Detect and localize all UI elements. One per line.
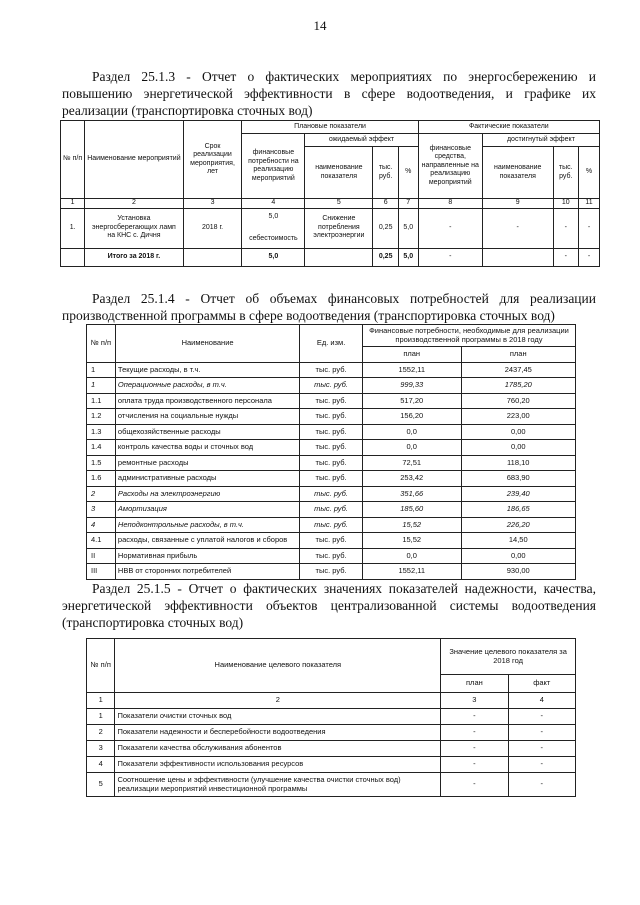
cell-unit: тыс. руб. — [300, 409, 363, 425]
header-unit: Ед. изм. — [300, 325, 363, 363]
cell-fact: 226,20 — [461, 517, 576, 533]
cell-fact: 0,00 — [461, 440, 576, 456]
table-row — [87, 725, 576, 741]
cell-fact: 223,00 — [461, 409, 576, 425]
table-row — [87, 362, 576, 378]
cell-plan: - — [441, 757, 508, 773]
cell-fact: 2437,45 — [461, 362, 576, 378]
table-row — [87, 440, 576, 456]
cell-fact: - — [508, 741, 575, 757]
cell-name: контроль качества воды и сточных вод — [115, 440, 299, 456]
cell-unit: тыс. руб. — [300, 393, 363, 409]
section-3-title: Раздел 25.1.5 - Отчет о фактических значениях показателей надежности, качества, энергетической эффективности объектов централизованной системы водоотведения (транспортировка сточных вод) — [62, 581, 596, 630]
cell-unit: тыс. руб. — [300, 362, 363, 378]
col-number: 6 — [373, 199, 398, 209]
cell-no: 3 — [87, 502, 116, 518]
header-name: Наименование — [115, 325, 299, 363]
header-fin-needs: финансовые потребности на реализацию мероприятий — [242, 134, 305, 199]
row-fin-value: 5,0 — [268, 212, 279, 220]
cell-fact: 118,10 — [461, 455, 576, 471]
col-number: 1 — [87, 693, 115, 709]
col-number: 3 — [441, 693, 508, 709]
cell-plan: 1552,11 — [362, 362, 461, 378]
total-c10: - — [553, 248, 578, 266]
cell-unit: тыс. руб. — [300, 517, 363, 533]
header-plan: план — [362, 347, 461, 363]
cell-fact: - — [508, 709, 575, 725]
header-term: Срок реализации мероприятия, лет — [183, 121, 242, 199]
col-number: 1 — [61, 199, 85, 209]
indicators-table — [86, 638, 576, 797]
header-no: № п/п — [87, 639, 115, 693]
cell-name: Нормативная прибыль — [115, 548, 299, 564]
row-term: 2018 г. — [183, 208, 242, 248]
header-plan: план — [441, 675, 508, 693]
cell-fact: 930,00 — [461, 564, 576, 580]
cell-fact: 1785,20 — [461, 378, 576, 394]
row-c11: - — [578, 208, 599, 248]
header-no: № п/п — [61, 121, 85, 199]
header-fact: факт — [508, 675, 575, 693]
col-number: 4 — [242, 199, 305, 209]
cell-plan: 156,20 — [362, 409, 461, 425]
cell-name: оплата труда производственного персонала — [115, 393, 299, 409]
measures-table — [60, 120, 600, 267]
table-row — [87, 773, 576, 797]
cell-name: Текущие расходы, в т.ч. — [115, 362, 299, 378]
cell-unit: тыс. руб. — [300, 502, 363, 518]
cell-name: Амортизация — [115, 502, 299, 518]
cell-no: 4.1 — [87, 533, 116, 549]
header-effect-name: наименование показателя — [305, 147, 373, 199]
section-1-title: Раздел 25.1.3 - Отчет о фактических мероприятиях по энергосбережению и повышению энергетической эффективности в сфере водоотведения, и графике их реализации (транспортировка сточных вод) — [62, 69, 596, 118]
cell-unit: тыс. руб. — [300, 548, 363, 564]
cell-no: 2 — [87, 725, 115, 741]
table-row — [87, 455, 576, 471]
table-row — [87, 741, 576, 757]
col-number: 8 — [418, 199, 482, 209]
col-number: 5 — [305, 199, 373, 209]
header-achieved: достигнутый эффект — [482, 134, 599, 147]
header-name: Наименование мероприятий — [85, 121, 183, 199]
cell-unit: тыс. руб. — [300, 424, 363, 440]
table-row — [87, 471, 576, 487]
cell-name: Показатели качества обслуживания абонентов — [115, 741, 441, 757]
row-name: Установка энергосберегающих ламп на КНС с. Дичня — [85, 208, 183, 248]
row-thous: 0,25 — [373, 208, 398, 248]
cell-plan: 185,60 — [362, 502, 461, 518]
cell-plan: 72,51 — [362, 455, 461, 471]
cell-unit: тыс. руб. — [300, 564, 363, 580]
total-term — [183, 248, 242, 266]
cell-plan: 351,66 — [362, 486, 461, 502]
cell-name: Показатели надежности и бесперебойности водоотведения — [115, 725, 441, 741]
cell-plan: 0,0 — [362, 440, 461, 456]
cell-no: 1.4 — [87, 440, 116, 456]
cell-plan: - — [441, 773, 508, 797]
cell-fact: 0,00 — [461, 424, 576, 440]
table-row — [87, 486, 576, 502]
cell-name: Показатели очистки сточных вод — [115, 709, 441, 725]
cell-fact: 186,65 — [461, 502, 576, 518]
total-effect — [305, 248, 373, 266]
col-number: 4 — [508, 693, 575, 709]
cell-name: Операционные расходы, в т.ч. — [115, 378, 299, 394]
cell-no: 1.3 — [87, 424, 116, 440]
col-number: 2 — [115, 693, 441, 709]
cell-no: 1 — [87, 362, 116, 378]
cell-fact: - — [508, 757, 575, 773]
cell-plan: 517,20 — [362, 393, 461, 409]
cell-no: 4 — [87, 757, 115, 773]
col-number: 3 — [183, 199, 242, 209]
cell-no: 5 — [87, 773, 115, 797]
table-row — [87, 564, 576, 580]
cell-name: расходы, связанные с уплатой налогов и сборов — [115, 533, 299, 549]
header-thous-2: тыс. руб. — [553, 147, 578, 199]
cell-plan: 0,0 — [362, 548, 461, 564]
header-name: Наименование целевого показателя — [115, 639, 441, 693]
cell-fact: 760,20 — [461, 393, 576, 409]
header-planned: Плановые показатели — [242, 121, 418, 134]
row-fin — [242, 208, 305, 248]
table-row — [87, 757, 576, 773]
cell-no: 1 — [87, 378, 116, 394]
col-number: 11 — [578, 199, 599, 209]
cell-unit: тыс. руб. — [300, 486, 363, 502]
cell-name: Расходы на электроэнергию — [115, 486, 299, 502]
table-row — [87, 393, 576, 409]
table-row — [87, 502, 576, 518]
cell-unit: тыс. руб. — [300, 533, 363, 549]
total-c8: - — [418, 248, 482, 266]
cell-name: ремонтные расходы — [115, 455, 299, 471]
cell-plan: - — [441, 709, 508, 725]
header-pct: % — [398, 147, 418, 199]
table-row — [87, 709, 576, 725]
table-row — [87, 378, 576, 394]
total-fin: 5,0 — [242, 248, 305, 266]
cell-fact: - — [508, 773, 575, 797]
row-c8: - — [418, 208, 482, 248]
cell-fact: 683,90 — [461, 471, 576, 487]
cell-no: 1.2 — [87, 409, 116, 425]
cell-no: 4 — [87, 517, 116, 533]
cell-name: НВВ от сторонних потребителей — [115, 564, 299, 580]
row-c10: - — [553, 208, 578, 248]
cell-no: III — [87, 564, 116, 580]
row-no: 1. — [61, 208, 85, 248]
header-fact: план — [461, 347, 576, 363]
cell-no: 1.5 — [87, 455, 116, 471]
cell-fact: 0,00 — [461, 548, 576, 564]
finance-table — [86, 324, 576, 580]
cell-unit: тыс. руб. — [300, 471, 363, 487]
header-effect-name-2: наименование показателя — [482, 147, 553, 199]
cell-plan: 15,52 — [362, 517, 461, 533]
cell-fact: - — [508, 725, 575, 741]
cell-no: 1 — [87, 709, 115, 725]
cell-name: Соотношение цены и эффективности (улучшение качества очистки сточных вод) реализации мероприятий инвестиционной программы — [115, 773, 441, 797]
total-label: Итого за 2018 г. — [85, 248, 183, 266]
cell-plan: 253,42 — [362, 471, 461, 487]
col-number: 9 — [482, 199, 553, 209]
col-number: 7 — [398, 199, 418, 209]
header-expected: ожидаемый эффект — [305, 134, 418, 147]
header-pct-2: % — [578, 147, 599, 199]
table-row — [87, 517, 576, 533]
header-value: Значение целевого показателя за 2018 год — [441, 639, 576, 675]
page-number: 14 — [313, 18, 327, 33]
cell-no: II — [87, 548, 116, 564]
header-fin-means: финансовые средства, направленные на реализацию мероприятий — [418, 134, 482, 199]
table-row — [87, 533, 576, 549]
cell-unit: тыс. руб. — [300, 455, 363, 471]
header-no: № п/п — [87, 325, 116, 363]
cell-no: 3 — [87, 741, 115, 757]
cell-unit: тыс. руб. — [300, 440, 363, 456]
header-fin: Финансовые потребности, необходимые для реализации производственной программы в 2018 году — [362, 325, 575, 347]
table-row — [87, 409, 576, 425]
row-effect: Снижение потребления электроэнергии — [305, 208, 373, 248]
cell-plan: 999,33 — [362, 378, 461, 394]
cell-plan: - — [441, 741, 508, 757]
total-pct: 5,0 — [398, 248, 418, 266]
row-c9: - — [482, 208, 553, 248]
col-number: 10 — [553, 199, 578, 209]
cell-no: 1.1 — [87, 393, 116, 409]
table-row — [87, 424, 576, 440]
total-thous: 0,25 — [373, 248, 398, 266]
header-thous: тыс. руб. — [373, 147, 398, 199]
total-c11: - — [578, 248, 599, 266]
cell-name: отчисления на социальные нужды — [115, 409, 299, 425]
cell-name: Неподконтрольные расходы, в т.ч. — [115, 517, 299, 533]
cell-plan: - — [441, 725, 508, 741]
cell-fact: 239,40 — [461, 486, 576, 502]
col-number: 2 — [85, 199, 183, 209]
cell-no: 1.6 — [87, 471, 116, 487]
section-2-title: Раздел 25.1.4 - Отчет об объемах финансовых потребностей для реализации производственной программы в сфере водоотведения (транспортировка сточных вод) — [62, 291, 596, 323]
cell-no: 2 — [87, 486, 116, 502]
header-actual: Фактические показатели — [418, 121, 599, 134]
total-no — [61, 248, 85, 266]
row-fin-label: себестоимость — [249, 235, 298, 242]
total-c9 — [482, 248, 553, 266]
cell-name: административные расходы — [115, 471, 299, 487]
cell-fact: 14,50 — [461, 533, 576, 549]
cell-name: Показатели эффективности использования ресурсов — [115, 757, 441, 773]
cell-plan: 1552,11 — [362, 564, 461, 580]
cell-plan: 15,52 — [362, 533, 461, 549]
cell-name: общехозяйственные расходы — [115, 424, 299, 440]
row-pct: 5,0 — [398, 208, 418, 248]
table-row — [87, 548, 576, 564]
cell-plan: 0,0 — [362, 424, 461, 440]
cell-unit: тыс. руб. — [300, 378, 363, 394]
